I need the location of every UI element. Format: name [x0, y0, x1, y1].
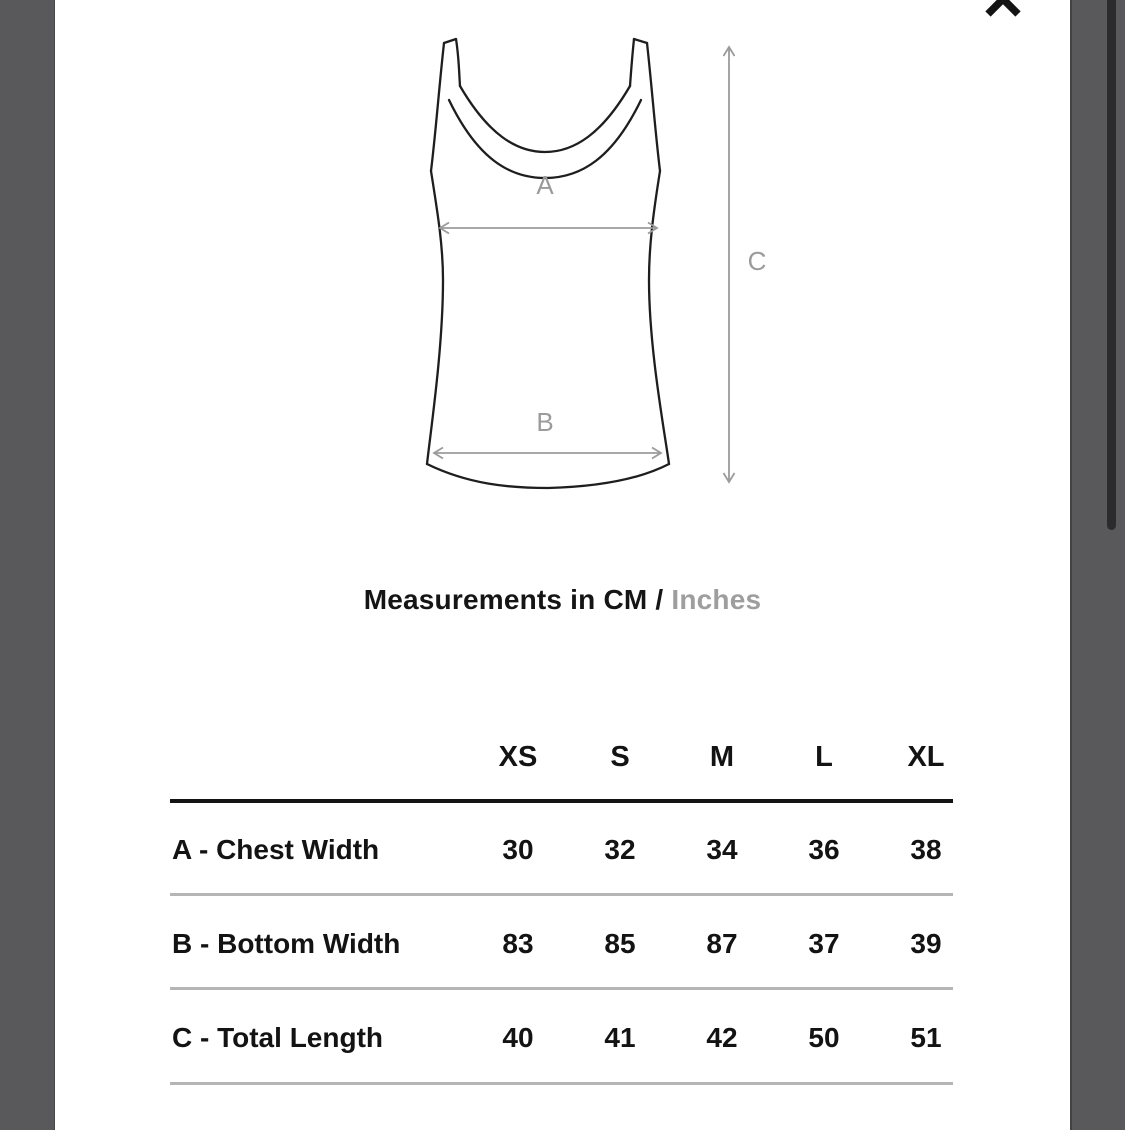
size-header-m: M	[709, 740, 735, 773]
row-label-chest-width: A - Chest Width	[172, 834, 380, 865]
close-x-glyph	[981, 0, 1025, 21]
size-table	[170, 729, 977, 1085]
size-header-xs: XS	[498, 740, 538, 773]
modal-backdrop-left[interactable]	[0, 0, 55, 1130]
units-title	[55, 584, 1070, 616]
modal-backdrop-right[interactable]	[1070, 0, 1125, 1130]
cell-value: 39	[910, 927, 942, 959]
row-label-total-length: C - Total Length	[172, 1022, 383, 1053]
size-table-header-row	[170, 729, 977, 799]
cell-value: 40	[502, 1022, 534, 1053]
diagram-label-b: B	[536, 407, 554, 437]
close-icon[interactable]	[981, 0, 1025, 21]
cell-value: 38	[910, 834, 942, 865]
diagram-label-c: C	[747, 246, 767, 276]
diagram-label-a: A	[536, 170, 554, 200]
table-row	[170, 803, 977, 893]
size-header-l: L	[815, 740, 833, 773]
scrollbar-thumb[interactable]	[1107, 0, 1116, 530]
row-label-bottom-width: B - Bottom Width	[172, 927, 401, 959]
cell-value: 30	[502, 834, 534, 865]
size-diagram	[415, 30, 790, 500]
size-header-xl: XL	[907, 740, 945, 773]
cell-value: 41	[604, 1022, 636, 1053]
cell-value: 32	[604, 834, 636, 865]
cell-value: 34	[706, 834, 738, 865]
cell-value: 36	[808, 834, 840, 865]
row-divider	[170, 1082, 953, 1085]
size-header-s: S	[610, 740, 630, 773]
cell-value: 50	[808, 1022, 840, 1053]
cell-value: 87	[706, 927, 738, 959]
cell-value: 51	[910, 1022, 942, 1053]
units-cm-label: Measurements in CM /	[363, 584, 664, 615]
table-row	[170, 896, 977, 987]
cell-value: 37	[808, 927, 840, 959]
units-inches-toggle[interactable]: Inches	[671, 584, 762, 615]
cell-value: 85	[604, 927, 636, 959]
cell-value: 42	[706, 1022, 738, 1053]
cell-value: 83	[502, 927, 534, 959]
table-row	[170, 990, 977, 1082]
